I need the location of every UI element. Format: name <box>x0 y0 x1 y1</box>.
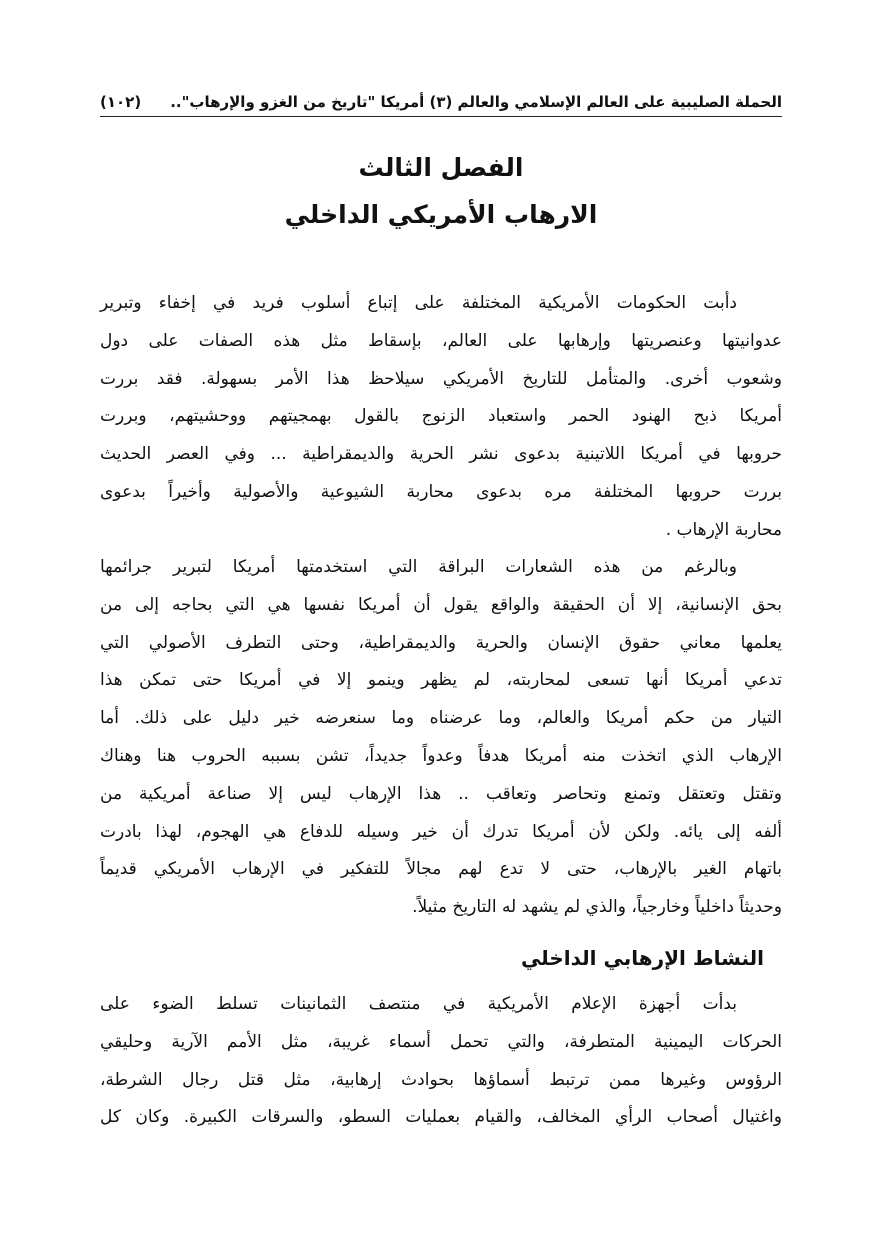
text-line: عدوانيتها وعنصريتها وإرهابها على العالم، بإسقاط مثل هذه الصفات على دول <box>100 330 782 351</box>
text-line: بدأت أجهزة الإعلام الأمريكية في منتصف الثمانينات تسلط الضوء على <box>100 994 737 1014</box>
page-number: (١٠٢) <box>100 93 142 111</box>
text-line: الإرهاب الذي اتخذت منه أمريكا هدفاً وعدواً جديداً، تشن بسببه الحروب هنا وهناك <box>100 746 782 766</box>
text-line: وتقتل وتعتقل وتمنع وتحاصر وتعاقب .. هذا الإرهاب ليس إلا صناعة أمريكية من <box>100 783 782 804</box>
text-line: تدعي أمريكا أنها تسعى لمحاربته، لم يظهر وينمو إلا في أمريكا حتى تمكن هذا <box>100 670 782 691</box>
running-header <box>100 88 782 117</box>
running-title: الحملة الصليبية على العالم الإسلامي والعالم (٣) أمريكا "تاريخ من الغزو والإرهاب".. <box>170 93 782 111</box>
chapter-title: الارهاب الأمريكي الداخلي <box>284 200 598 229</box>
text-line: يعلمها معاني حقوق الإنسان والحرية والديمقراطية، وحتى التطرف الأصولي التي <box>100 632 782 653</box>
text-line: بررت حروبها المختلفة مره بدعوى محاربة الشيوعية والأصولية وأخيراً بدعوى <box>100 482 782 502</box>
text-line: دأبت الحكومات الأمريكية المختلفة على إتباع أسلوب فريد في إخفاء وتبرير <box>100 293 737 313</box>
text-line: وشعوب أخرى. والمتأمل للتاريخ الأمريكي سيلاحظ هذا الأمر بسهولة. فقد بررت <box>100 368 782 389</box>
text-line: أمريكا ذبح الهنود الحمر واستعباد الزنوج بالقول بهمجيتهم ووحشيتهم، وبررت <box>100 406 782 427</box>
text-line: باتهام الغير بالإرهاب، حتى لا تدع لهم مجالاً للتفكير في الإرهاب الأمريكي قديماً <box>100 859 782 880</box>
text-line: وبالرغم من هذه الشعارات البراقة التي استخدمتها أمريكا لتبرير جرائمها <box>100 557 737 577</box>
text-line: محاربة الإرهاب . <box>665 519 782 540</box>
section-heading: النشاط الإرهابي الداخلي <box>520 946 764 970</box>
text-line: وحديثاً داخلياً وخارجياً، والذي لم يشهد له التاريخ مثيلاً. <box>412 897 782 918</box>
text-line: بحق الإنسانية، إلا أن الحقيقة والواقع يقول أن أمريكا نفسها هي التي بحاجه إلى من <box>100 594 782 615</box>
text-line: الحركات اليمينية المتطرفة، والتي تحمل أسماء غريبة، مثل الأمم الآرية وحليقي <box>100 1031 782 1052</box>
text-line: حروبها في أمريكا اللاتينية بدعوى نشر الحرية والديمقراطية ... وفي العصر الحديث <box>100 444 782 465</box>
text-line: التيار من حكم أمريكا والعالم، وما عرضناه وما سنعرضه خير دليل على ذلك. أما <box>100 708 782 729</box>
text-line: الرؤوس وغيرها ممن ترتبط أسماؤها بحوادث إرهابية، مثل قتل رجال الشرطة، <box>100 1069 782 1090</box>
text-line: ألفه إلى يائه. ولكن لأن أمريكا تدرك أن خير وسيله للدفاع هي الهجوم، لهذا بادرت <box>100 821 782 842</box>
chapter-number: الفصل الثالث <box>358 153 524 182</box>
text-line: واغتيال أصحاب الرأي المخالف، والقيام بعمليات السطو، والسرقات الكبيرة. وكان كل <box>100 1107 782 1128</box>
